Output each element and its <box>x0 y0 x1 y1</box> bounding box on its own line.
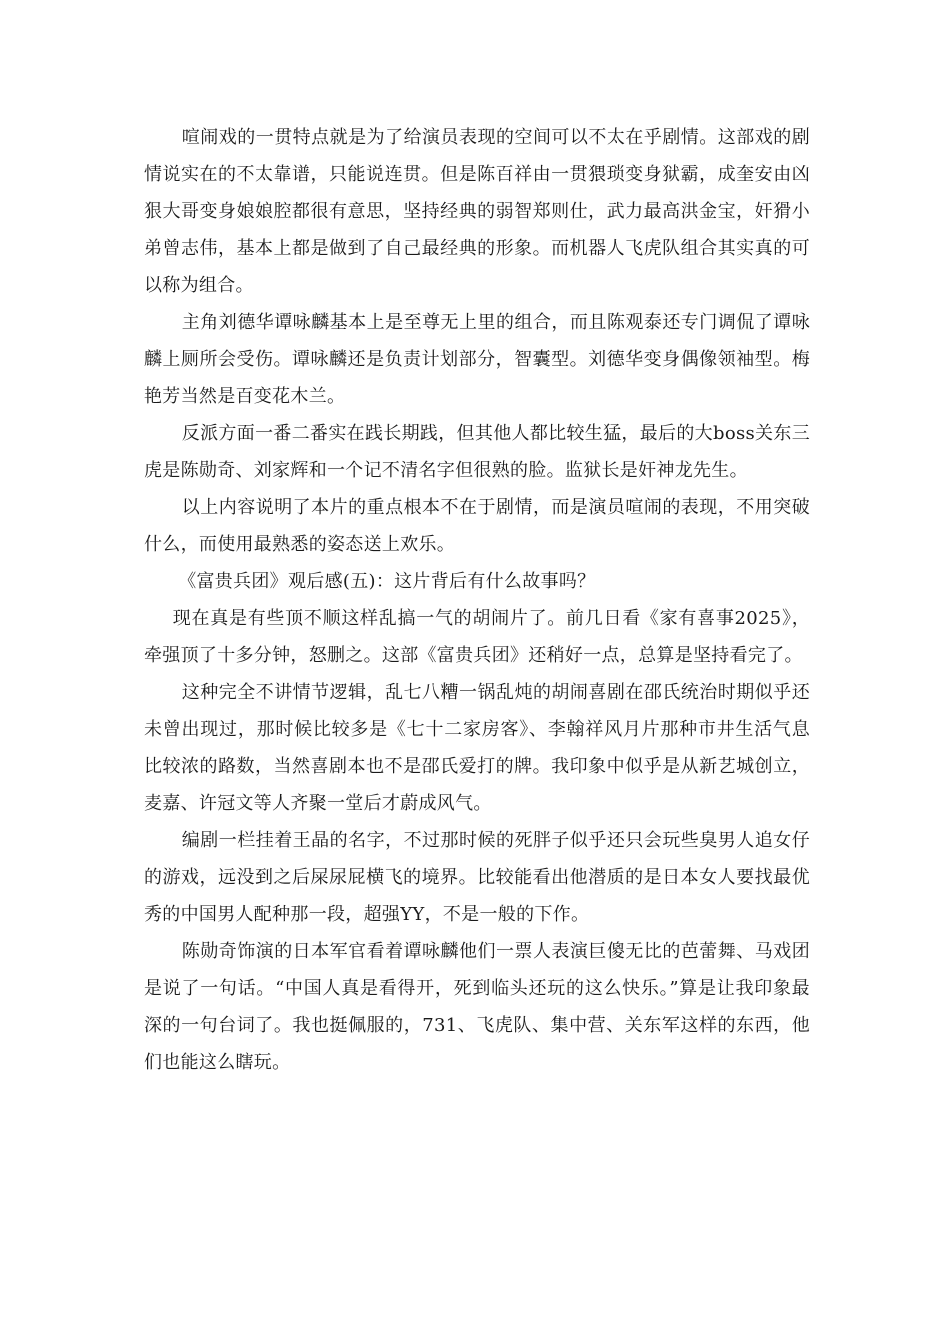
paragraph-5: 现在真是有些顶不顺这样乱搞一气的胡闹片了。前几日看《家有喜事2025》，牵强顶了十多分钟，怒删之。这部《富贵兵团》还稍好一点，总算是坚持看完了。 <box>144 608 810 666</box>
paragraph-2: 主角刘德华谭咏麟基本上是至尊无上里的组合，而且陈观泰还专门调侃了谭咏麟上厕所会受伤。谭咏麟还是负责计划部分，智囊型。刘德华变身偶像领袖型。梅艳芳当然是百变花木兰。 <box>144 312 810 407</box>
section-heading: 《富贵兵团》观后感(五)：这片背后有什么故事吗？ <box>178 571 596 592</box>
document-body <box>144 119 810 1081</box>
paragraph-3: 反派方面一番二番实在践长期践，但其他人都比较生猛，最后的大boss关东三虎是陈勋奇、刘家辉和一个记不清名字但很熟的脸。监狱长是奸神龙先生。 <box>144 423 810 481</box>
paragraph-4: 以上内容说明了本片的重点根本不在于剧情，而是演员喧闹的表现，不用突破什么，而使用最熟悉的姿态送上欢乐。 <box>144 497 810 555</box>
paragraph-7: 编剧一栏挂着王晶的名字，不过那时候的死胖子似乎还只会玩些臭男人追女仔的游戏，远没到之后屎尿屁横飞的境界。比较能看出他潜质的是日本女人要找最优秀的中国男人配种那一段，超强YY，不是一般的下作。 <box>144 830 810 925</box>
paragraph-8: 陈勋奇饰演的日本军官看着谭咏麟他们一票人表演巨傻无比的芭蕾舞、马戏团是说了一句话。“中国人真是看得开，死到临头还玩的这么快乐。”算是让我印象最深的一句台词了。我也挺佩服的，731、飞虎队、集中营、关东军这样的东西，他们也能这么瞎玩。 <box>144 941 810 1073</box>
paragraph-1: 喧闹戏的一贯特点就是为了给演员表现的空间可以不太在乎剧情。这部戏的剧情说实在的不太靠谱，只能说连贯。但是陈百祥由一贯猥琐变身狱霸，成奎安由凶狠大哥变身娘娘腔都很有意思，坚持经典的弱智郑则仕，武力最高洪金宝，奸猾小弟曾志伟，基本上都是做到了自己最经典的形象。而机器人飞虎队组合其实真的可以称为组合。 <box>144 127 810 296</box>
paragraph-6: 这种完全不讲情节逻辑，乱七八糟一锅乱炖的胡闹喜剧在邵氏统治时期似乎还未曾出现过，那时候比较多是《七十二家房客》、李翰祥风月片那种市井生活气息比较浓的路数，当然喜剧本也不是邵氏爱打的牌。我印象中似乎是从新艺城创立，麦嘉、许冠文等人齐聚一堂后才蔚成风气。 <box>144 682 810 814</box>
